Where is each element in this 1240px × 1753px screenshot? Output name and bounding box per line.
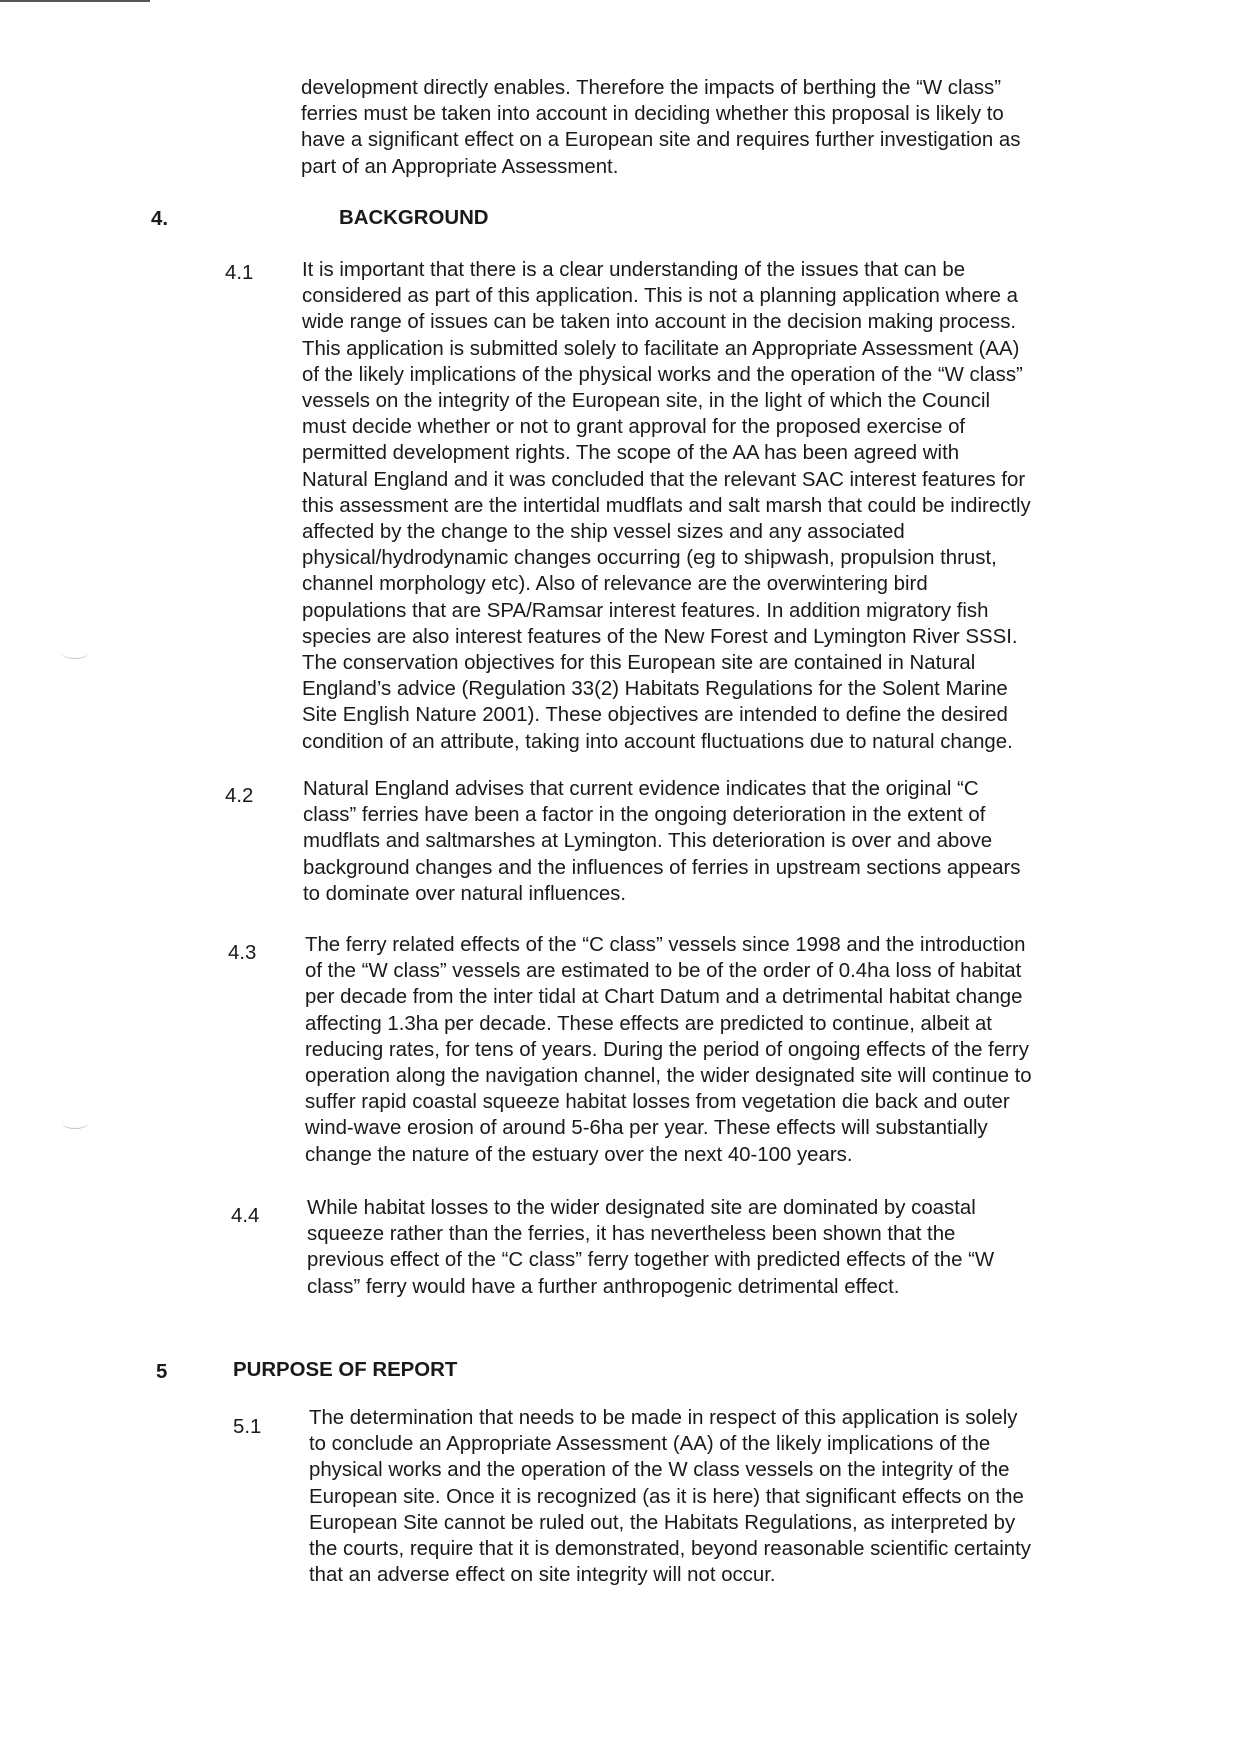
section-4-title: BACKGROUND bbox=[339, 207, 489, 229]
intro-paragraph: development directly enables. Therefore the impacts of berthing the “W class” ferries must be taken into account in deciding whether this proposal is likely to have a significant effect on a European site and requires further investigation as part of an Appropriate Assessment. bbox=[301, 77, 1021, 178]
section-5-title: PURPOSE OF REPORT bbox=[233, 1359, 458, 1381]
paragraph-4-2-number: 4.2 bbox=[225, 785, 254, 807]
paragraph-4-1-text: It is important that there is a clear understanding of the issues that can be considered as part of this application. This is not a planning application where a wide range of issues can be taken into account in the decision making process. This application is submitted solely to facilitate an Appropriate Assessment (AA) of the likely implications of the physical works and the operation of the “W class” vessels on the integrity of the European site, in the light of which the Council must decide whether or not to grant approval for the proposed exercise of permitted development rights. The scope of the AA has been agreed with Natural England and it was concluded that the relevant SAC interest features for this assessment are the intertidal mudflats and salt marsh that could be indirectly affected by the change to the ship vessel sizes and any associated physical/hydrodynamic changes occurring (eg to shipwash, propulsion thrust, channel morphology etc). Also of relevance are the overwintering bird populations that are SPA/Ramsar interest features. In addition migratory fish species are also interest features of the New Forest and Lymington River SSSI. The conservation objectives for this European site are contained in Natural England’s advice (Regulation 33(2) Habitats Regulations for the Solent Marine Site English Nature 2001). These objectives are intended to define the desired condition of an attribute, taking into account fluctuations due to natural change. bbox=[302, 259, 1031, 753]
paragraph-5-1-text: The determination that needs to be made in respect of this application is solely to conclude an Appropriate Assessment (AA) of the likely implications of the physical works and the operation of the W class vessels on the integrity of the European site. Once it is recognized (as it is here) that significant effects on the European Site cannot be ruled out, the Habitats Regulations, as interpreted by the courts, require that it is demonstrated, beyond reasonable scientific certainty that an adverse effect on site integrity will not occur. bbox=[309, 1407, 1031, 1587]
paragraph-4-2-text: Natural England advises that current evidence indicates that the original “C class” ferries have been a factor in the ongoing deterioration in the extent of mudflats and saltmarshes at Lymington. This deterioration is over and above background changes and the influences of ferries in upstream sections appears to dominate over natural influences. bbox=[303, 778, 1021, 905]
paragraph-4-4-number: 4.4 bbox=[231, 1205, 260, 1227]
top-rule bbox=[0, 0, 150, 2]
paragraph-4-4-text: While habitat losses to the wider designated site are dominated by coastal squeeze rather than the ferries, it has nevertheless been shown that the previous effect of the “C class” ferry together with predicted effects of the “W class” ferry would have a further anthropogenic detrimental effect. bbox=[307, 1197, 995, 1298]
scan-mark bbox=[62, 1118, 88, 1129]
paragraph-4-3-number: 4.3 bbox=[228, 942, 257, 964]
paragraph-4-3-text: The ferry related effects of the “C class” vessels since 1998 and the introduction of the “W class” vessels are estimated to be of the order of 0.4ha loss of habitat per decade from the inter tidal at Chart Datum and a detrimental habitat change affecting 1.3ha per decade. These effects are predicted to continue, albeit at reducing rates, for tens of years. During the period of ongoing effects of the ferry operation along the navigation channel, the wider designated site will continue to suffer rapid coastal squeeze habitat losses from vegetation die back and outer wind-wave erosion of around 5-6ha per year. These effects will substantially change the nature of the estuary over the next 40-100 years. bbox=[305, 934, 1032, 1166]
scan-mark bbox=[62, 648, 88, 659]
section-5-number: 5 bbox=[156, 1361, 168, 1383]
paragraph-4-1-number: 4.1 bbox=[225, 262, 254, 284]
section-4-number: 4. bbox=[151, 208, 169, 230]
paragraph-5-1-number: 5.1 bbox=[233, 1416, 262, 1438]
